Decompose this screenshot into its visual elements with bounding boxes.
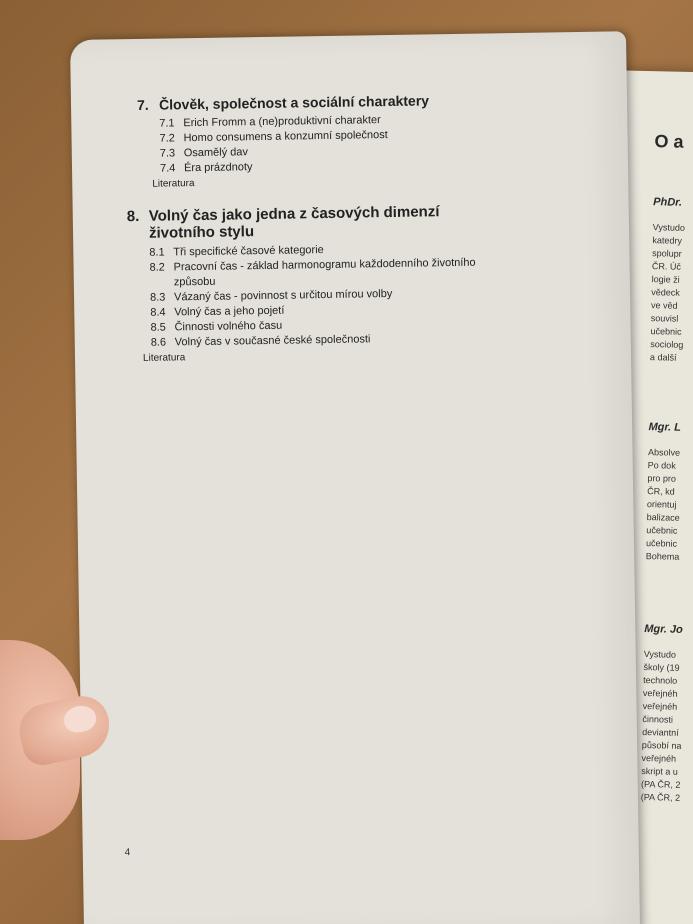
chapter-title-text: Člověk, společnost a sociální charaktery [158, 92, 430, 113]
section-number: 8.4 [150, 306, 166, 319]
literature-entry: Literatura [152, 178, 195, 190]
section-title: Pracovní čas - základ harmonogramu každodenního životního způsobu [173, 256, 476, 289]
chapter-title [127, 201, 609, 243]
section-number: 8.5 [150, 321, 166, 334]
chapter-title-text: Volný čas jako jedna z časových dimenzí životního stylu [148, 203, 440, 242]
section-title: Volný čas a jeho pojetí [174, 304, 285, 319]
chapter-8 [127, 201, 611, 367]
chapter-7 [137, 90, 608, 192]
author-name: Mgr. L [648, 421, 682, 434]
section-number: 8.2 [149, 261, 165, 274]
section-title: Činnosti volného času [174, 319, 283, 334]
author-bio: Vystudo školy (19 technolo veřejnéh veřejnéh činnosti deviantní působí na veřejnéh skript a u (PA ČR, 2 (PA ČR, 2 [640, 649, 682, 803]
section-number: 8.1 [149, 246, 165, 259]
author-name: Mgr. Jo [644, 623, 683, 636]
page-number: 4 [124, 847, 131, 859]
section-title: Homo consumens a konzumní společnost [183, 129, 388, 145]
section-list [127, 239, 611, 352]
section-title: Éra prázdnoty [183, 161, 253, 175]
section-number: 8.6 [150, 336, 167, 349]
chapter-number: 8. [126, 207, 140, 226]
literature-entry: Literatura [142, 352, 186, 364]
section-title: Vázaný čas - povinnost s určitou mírou volby [173, 287, 393, 304]
section-title: Volný čas v současné české společnosti [174, 333, 371, 349]
author-bio: Absolve Po dok pro pro ČR, kd orientuj balizace učebnic učebnic Bohema [645, 447, 681, 562]
toc-page [70, 31, 640, 924]
section-number: 7.4 [159, 162, 176, 175]
section-title: Tři specifické časové kategorie [173, 244, 324, 259]
section-number: 8.3 [149, 291, 166, 304]
section-title: Erich Fromm a (ne)produktivní charakter [183, 114, 381, 130]
section-title: Osamělý dav [183, 146, 249, 160]
chapter-title [137, 90, 607, 113]
section-number: 7.2 [159, 132, 175, 145]
section-number: 7.3 [159, 147, 176, 160]
section-list [137, 110, 608, 177]
adjacent-page-content [640, 71, 693, 803]
table-of-contents [126, 90, 611, 382]
author-name: PhDr. [653, 196, 683, 209]
chapter-number: 7. [136, 96, 149, 113]
section-number: 7.1 [159, 117, 175, 130]
adjacent-page-title: O a [654, 131, 684, 152]
author-bio: Vystudo katedry spolupr ČR. Úč logie ži vědeck ve věd souvisl učebnic sociolog a další [649, 222, 686, 363]
